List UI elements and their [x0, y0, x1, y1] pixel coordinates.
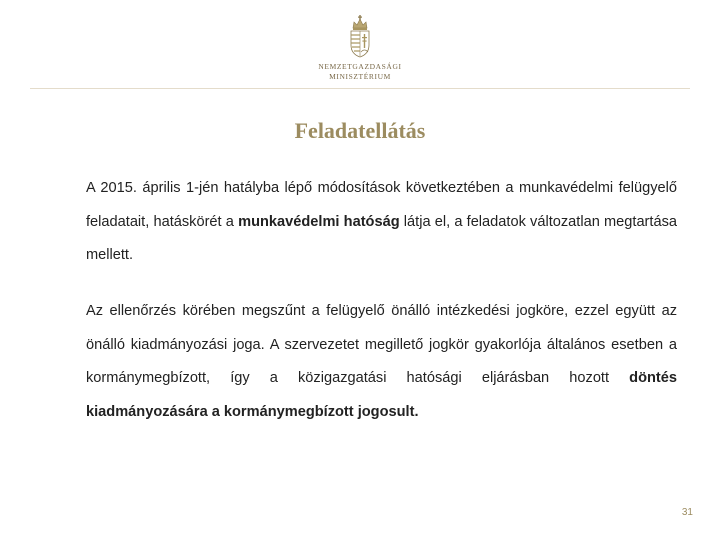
ministry-name-line2: MINISZTÉRIUM [329, 72, 391, 81]
paragraph-1 [86, 172, 677, 273]
paragraph-1-bold: munkavédelmi hatóság [238, 213, 400, 230]
hungarian-coat-of-arms-icon [347, 14, 373, 58]
paragraph-2 [86, 295, 677, 429]
ministry-logo [0, 14, 720, 82]
paragraph-2-text: Az ellenőrzés körében megszűnt a felügyelő önálló intézkedési jogköre, ezzel együtt az önálló kiadmányozási joga. A szervezetet megillető jogkör gyakorlója általános esetben a kormánymegbízott, így a közigazgatási hatósági eljárásban hozott [86, 303, 677, 386]
header-divider [30, 88, 690, 89]
paragraph-2-bold: döntés kiadmányozására a kormánymegbízott jogosult. [86, 370, 677, 420]
paragraph-1-text-end: látja el, a feladatok változatlan megtartása mellett. [86, 213, 677, 263]
ministry-name-line1: NEMZETGAZDASÁGI [318, 62, 402, 71]
ministry-name [318, 62, 401, 82]
page-number: 31 [681, 507, 693, 518]
slide-title: Feladatellátás [294, 118, 426, 143]
paragraph-1-text: A 2015. április 1-jén hatályba lépő módosítások következtében a munkavédelmi felügyelő feladatait, hatáskörét a [86, 180, 677, 230]
